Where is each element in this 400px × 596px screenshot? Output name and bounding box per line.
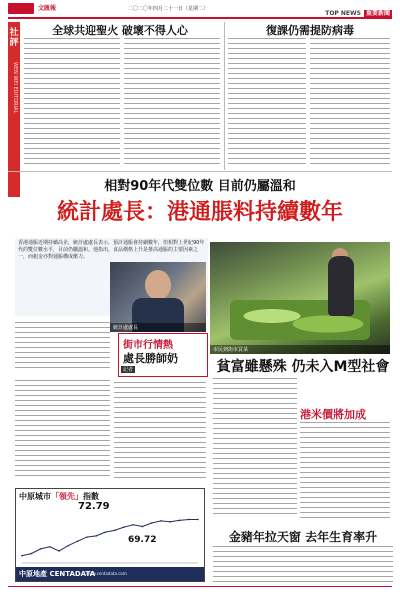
editorial-label-en: WEN WEI EDITORIAL — [12, 62, 18, 114]
centaline-index-box — [15, 488, 205, 582]
section-tag-en: TOP NEWS — [325, 10, 361, 17]
chart-point — [114, 530, 116, 532]
photo-caption-left: 統計處處長 — [110, 323, 206, 332]
newspaper-logo-icon — [8, 3, 34, 14]
feature-text-col-left — [15, 322, 110, 372]
index-footer — [16, 567, 204, 581]
chart-point — [58, 550, 60, 552]
paper-name: 文匯報 — [38, 5, 57, 12]
chart-point — [49, 546, 51, 548]
feature-text-col-b — [114, 382, 206, 482]
chart-point — [142, 526, 144, 528]
chart-point — [95, 535, 97, 537]
chart-point — [160, 520, 162, 522]
index-brand-en: CENTADATA — [49, 570, 96, 578]
editorial-headline-right: 復課仍需提防病毒 — [266, 24, 354, 37]
index-value-second: 69.72 — [128, 535, 157, 545]
commissioner-photo — [110, 262, 206, 332]
chart-point — [179, 520, 181, 522]
index-title-prefix: 中原城市 — [19, 492, 51, 501]
photo-caption-right: 市民到街市買菜 — [210, 345, 390, 354]
chart-point — [40, 548, 42, 550]
shopper-figure — [328, 256, 354, 316]
index-line-chart — [18, 509, 202, 567]
chart-point — [169, 521, 171, 523]
section-tag-zh: 重要新聞 — [365, 10, 390, 17]
chart-point — [188, 519, 190, 521]
index-title-suffix: 指數 — [83, 492, 99, 501]
portrait-face — [145, 270, 171, 300]
chart-point — [30, 553, 32, 555]
feature-kicker: 相對90年代雙位數 目前仍屬溫和 — [104, 179, 296, 194]
sidebar-tag: 記者 — [123, 367, 134, 373]
masthead-rule — [8, 17, 392, 19]
feature-lede: 香港通脹近期持續高企，統計處處長表示，預計通脹會持續數年，但相對上世紀90年代的雙位數水平，目前仍屬溫和。他指出，食品價格上升是推高通脹的主要因素之一，而租金亦對通脹構成壓力。 — [15, 238, 208, 316]
editorial-text-col-3 — [228, 38, 306, 168]
index-url: www.centadata.com — [86, 571, 127, 576]
editorial-text-col-2 — [124, 38, 220, 168]
editorial-text-col-4 — [310, 38, 390, 168]
feature-headline: 統計處長：港通脹料持續數年 — [56, 200, 343, 225]
chart-point — [86, 536, 88, 538]
chart-point — [21, 555, 23, 557]
chart-point — [68, 545, 70, 547]
market-sidebar — [118, 333, 208, 377]
chart-point — [197, 519, 199, 521]
page-footer-rule — [8, 586, 392, 592]
chart-series-line — [22, 520, 198, 556]
issue-date: 二〇二〇年四月二十一日（星期二） — [128, 6, 209, 12]
chart-point — [132, 524, 134, 526]
chart-point — [151, 522, 153, 524]
sidebar-subtitle: 處長勝師奶 — [123, 352, 178, 365]
editorial-text-col-1 — [24, 38, 120, 168]
editorial-divider — [224, 22, 225, 170]
index-brand: 中原地產 — [19, 570, 47, 578]
chart-point — [123, 526, 125, 528]
poverty-headline: 貧富雖懸殊 仍未入M型社會 — [216, 359, 390, 375]
editorial-label: 社評 — [9, 28, 19, 48]
section-divider — [8, 171, 392, 172]
chart-point — [105, 531, 107, 533]
index-value-main: 72.79 — [78, 501, 110, 512]
birth-rate-headline: 金豬年拉天窗 去年生育率升 — [228, 530, 378, 544]
section-tag — [325, 8, 392, 17]
rice-headline: 港米價將加成 — [300, 408, 366, 421]
feature-text-col-d — [300, 422, 390, 522]
editorial-headline-left: 全球共迎聖火 破壞不得人心 — [52, 24, 188, 37]
chart-point — [77, 540, 79, 542]
feature-text-col-c — [213, 378, 297, 518]
sidebar-title: 街市行情熱 — [123, 340, 173, 351]
feature-text-col-a — [15, 380, 110, 480]
index-title-highlight: 「領先」 — [51, 492, 83, 501]
market-photo — [210, 242, 390, 354]
feature-text-col-e — [213, 546, 393, 582]
